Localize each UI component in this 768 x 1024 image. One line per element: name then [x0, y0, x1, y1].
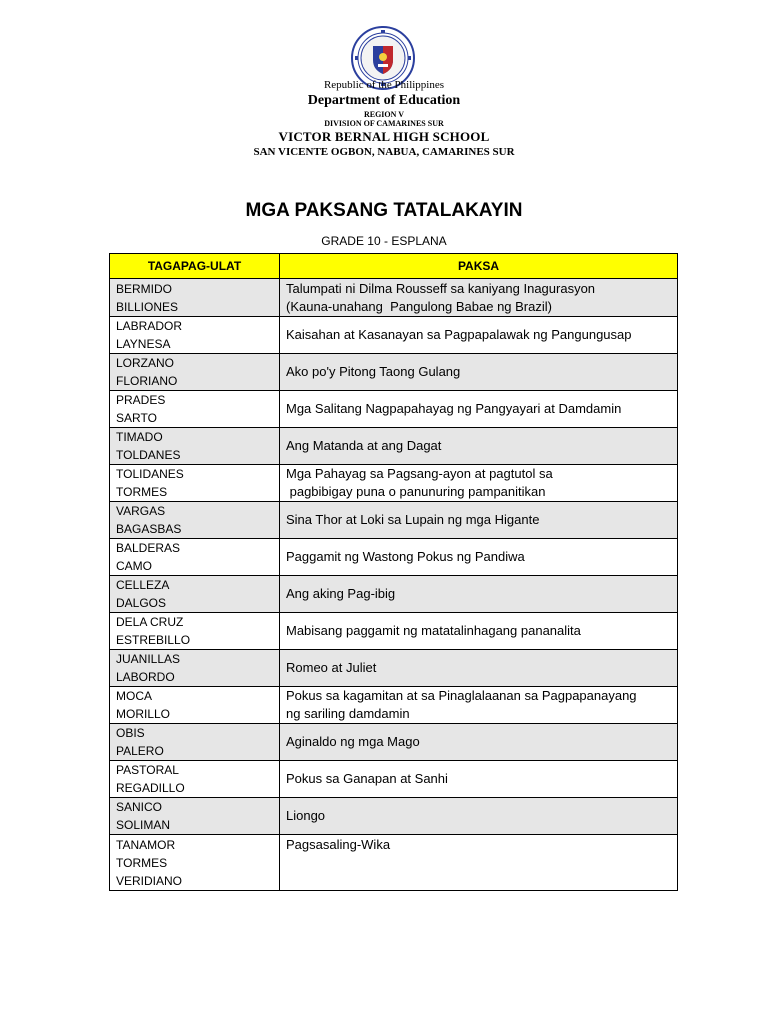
topic-text: Romeo at Juliet [286, 660, 377, 675]
column-header-topic: PAKSA [280, 254, 678, 279]
column-header-reporters: TAGAPAG-ULAT [110, 254, 280, 279]
reporter-name: ESTREBILLO [116, 633, 191, 647]
topic-text: Liongo [286, 808, 326, 823]
reporter-name: BALDERAS [116, 541, 181, 555]
topic-text: Ako po'y Pitong Taong Gulang [286, 364, 461, 379]
topic-cell [280, 576, 678, 613]
reporter-name: SANICO [116, 800, 163, 814]
topic-cell [280, 835, 678, 891]
table-row [110, 576, 678, 613]
table-row [110, 354, 678, 391]
reporter-name: VERIDIANO [116, 874, 183, 888]
reporter-name: BERMIDO [116, 281, 173, 296]
reporter-names-cell [110, 465, 280, 502]
reporter-name: DALGOS [116, 596, 167, 610]
table-row [110, 428, 678, 465]
reporter-name: JUANILLAS [116, 652, 181, 666]
table-row [110, 317, 678, 354]
reporter-names-cell [110, 835, 280, 891]
reporter-names-cell [110, 279, 280, 317]
topic-text: Ang aking Pag-ibig [286, 586, 396, 601]
reporter-name: TOLDANES [116, 448, 181, 462]
reporter-name: SOLIMAN [116, 818, 171, 832]
reporter-name: LORZANO [116, 356, 175, 370]
topic-text: Mga Salitang Nagpapahayag ng Pangyayari at Damdamin [286, 401, 622, 416]
table-body [110, 279, 678, 891]
reporter-names-cell [110, 354, 280, 391]
reporter-name: TANAMOR [116, 838, 176, 852]
reporter-name: CELLEZA [116, 578, 170, 592]
department-name: Department of Education [307, 93, 461, 108]
reporter-name: SARTO [116, 411, 157, 425]
reporter-names-cell [110, 502, 280, 539]
topics-table [109, 253, 678, 891]
table-row [110, 279, 678, 317]
topic-cell [280, 650, 678, 687]
reporter-name: OBIS [116, 726, 145, 740]
table-row [110, 539, 678, 576]
reporter-name: TORMES [116, 856, 168, 870]
reporter-name: TORMES [116, 485, 168, 499]
reporter-name: BILLIONES [116, 299, 179, 314]
topic-cell [280, 798, 678, 835]
topic-text: Talumpati ni Dilma Rousseff sa kaniyang Inagurasyon [286, 280, 596, 296]
table-row [110, 798, 678, 835]
topic-text: Mga Pahayag sa Pagsang-ayon at pagtutol sa [286, 466, 553, 481]
reporter-name: TOLIDANES [116, 467, 184, 481]
school-name: VICTOR BERNAL HIGH SCHOOL [278, 129, 490, 144]
school-address: SAN VICENTE OGBON, NABUA, CAMARINES SUR [253, 146, 515, 158]
topic-cell [280, 539, 678, 576]
table-row [110, 761, 678, 798]
reporter-names-cell [110, 724, 280, 761]
reporter-name: MOCA [116, 689, 152, 703]
table-row [110, 835, 678, 891]
topic-text: pagbibigay puna o panunuring pampanitikan [286, 484, 546, 499]
reporter-name: PRADES [116, 393, 166, 407]
reporter-name: PALERO [116, 744, 164, 758]
reporter-names-cell [110, 761, 280, 798]
reporter-name: CAMO [116, 559, 152, 573]
reporter-name: REGADILLO [116, 781, 185, 795]
reporter-names-cell [110, 391, 280, 428]
topic-cell [280, 761, 678, 798]
reporter-name: MORILLO [116, 707, 171, 721]
table-row [110, 502, 678, 539]
reporter-names-cell [110, 317, 280, 354]
topic-text: Sina Thor at Loki sa Lupain ng mga Higante [286, 512, 540, 527]
reporter-name: LABRADOR [116, 319, 183, 333]
reporter-names-cell [110, 798, 280, 835]
division-line: DIVISION OF CAMARINES SUR [324, 119, 444, 128]
reporter-name: FLORIANO [116, 374, 178, 388]
table-row [110, 687, 678, 724]
topic-text: (Kauna-unahang Pangulong Babae ng Brazil) [286, 298, 552, 314]
topic-text: Pokus sa kagamitan at sa Pinaglalaanan sa Pagpapanayang [286, 688, 637, 703]
topic-text: Paggamit ng Wastong Pokus ng Pandiwa [286, 549, 525, 564]
reporter-names-cell [110, 613, 280, 650]
topic-cell [280, 428, 678, 465]
topic-cell [280, 502, 678, 539]
table-row [110, 650, 678, 687]
reporter-names-cell [110, 428, 280, 465]
topic-cell [280, 354, 678, 391]
table-header-row [110, 254, 678, 279]
topic-cell [280, 391, 678, 428]
topic-text: ng sariling damdamin [286, 706, 410, 721]
topic-text: Kaisahan at Kasanayan sa Pagpapalawak ng Pangungusap [286, 327, 632, 342]
region-line: REGION V [363, 110, 405, 119]
topic-text: Pokus sa Ganapan at Sanhi [286, 771, 448, 786]
topic-cell [280, 613, 678, 650]
table-row [110, 613, 678, 650]
page-subtitle: GRADE 10 - ESPLANA [321, 234, 447, 248]
table-row [110, 724, 678, 761]
reporter-names-cell [110, 576, 280, 613]
reporter-name: PASTORAL [116, 763, 179, 777]
reporter-name: LABORDO [116, 670, 175, 684]
topic-cell [280, 465, 678, 502]
reporter-name: VARGAS [116, 504, 166, 518]
topic-text: Pagsasaling-Wika [286, 837, 391, 852]
topic-text: Aginaldo ng mga Mago [286, 734, 420, 749]
reporter-name: TIMADO [116, 430, 163, 444]
topic-text: Ang Matanda at ang Dagat [286, 438, 442, 453]
topic-cell [280, 724, 678, 761]
reporter-names-cell [110, 687, 280, 724]
republic-line: Republic of the Philippines [323, 79, 445, 91]
reporter-names-cell [110, 539, 280, 576]
reporter-name: LAYNESA [116, 337, 171, 351]
topic-text: Mabisang paggamit ng matatalinhagang pananalita [286, 623, 581, 638]
table-row [110, 391, 678, 428]
topic-cell [280, 317, 678, 354]
topic-cell [280, 687, 678, 724]
table-row [110, 465, 678, 502]
reporter-name: BAGASBAS [116, 522, 182, 536]
reporter-name: DELA CRUZ [116, 615, 184, 629]
page-title: MGA PAKSANG TATALAKAYIN [245, 200, 523, 221]
topic-cell [280, 279, 678, 317]
reporter-names-cell [110, 650, 280, 687]
